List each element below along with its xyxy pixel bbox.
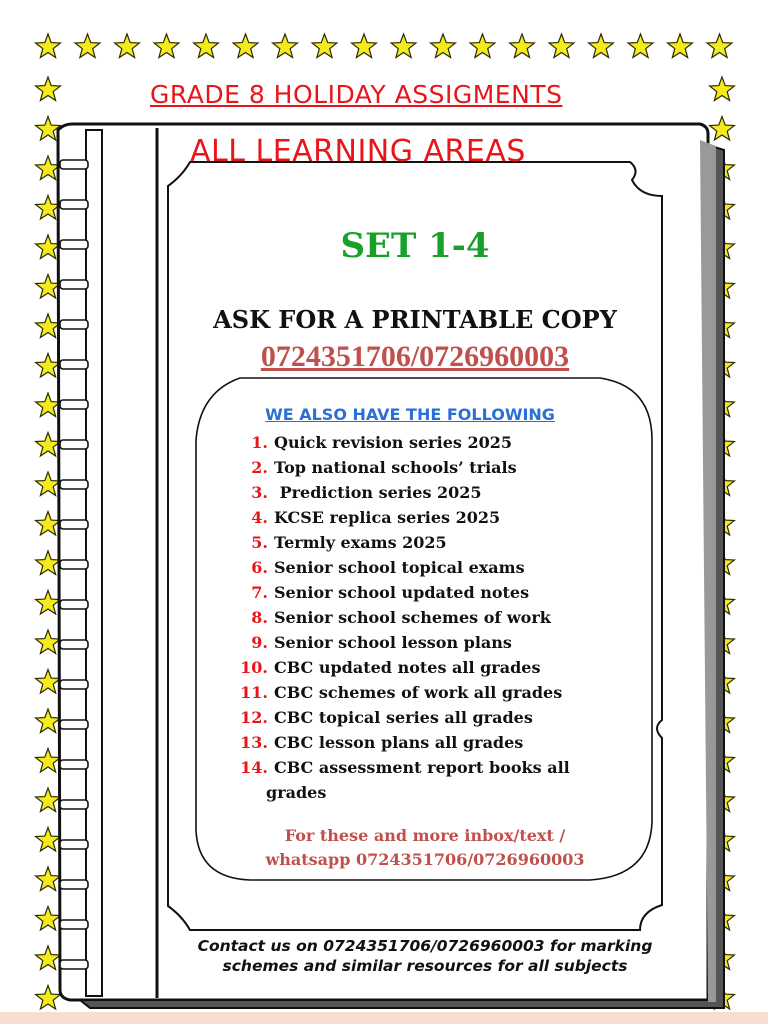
- inbox-note: [255, 824, 595, 872]
- page-subtitle: ALL LEARNING AREAS: [190, 134, 526, 169]
- spiral-ring: [60, 160, 88, 169]
- item-text: CBC lesson plans all grades: [274, 733, 524, 752]
- spiral-ring: [60, 440, 88, 449]
- list-item: [232, 680, 622, 705]
- item-number: 4.: [251, 508, 268, 527]
- spiral-ring: [60, 920, 88, 929]
- spiral-ring: [60, 600, 88, 609]
- list-item: [232, 480, 622, 505]
- spiral-ring: [60, 800, 88, 809]
- item-number: 6.: [251, 558, 268, 577]
- contact-line: Contact us on 0724351706/0726960003 for marking: [197, 937, 653, 955]
- spiral-ring: [60, 760, 88, 769]
- spiral-ring: [60, 360, 88, 369]
- list-item: [232, 630, 622, 655]
- whatsapp-line: whatsapp 0724351706/0726960003: [265, 850, 585, 869]
- printable-copy-text: ASK FOR A PRINTABLE COPY: [213, 305, 617, 334]
- item-text-line: CBC assessment report books all: [274, 758, 570, 777]
- item-number: 9.: [251, 633, 268, 652]
- list-item: [232, 430, 622, 455]
- set-label: SET 1-4: [340, 226, 490, 266]
- item-text: CBC topical series all grades: [274, 708, 533, 727]
- spiral-ring: [60, 960, 88, 969]
- list-item: [232, 580, 622, 605]
- item-text: CBC updated notes all grades: [274, 658, 541, 677]
- spiral-ring: [60, 520, 88, 529]
- item-number: 13.: [240, 733, 268, 752]
- item-number: 7.: [251, 583, 268, 602]
- spiral-ring: [60, 720, 88, 729]
- spiral-ring: [60, 240, 88, 249]
- item-number: 5.: [251, 533, 268, 552]
- spiral-ring: [60, 280, 88, 289]
- inbox-note-line: For these and more inbox/text /: [284, 826, 566, 845]
- item-text: Senior school schemes of work: [274, 608, 551, 627]
- item-text: Senior school topical exams: [274, 558, 525, 577]
- spiral-ring: [60, 560, 88, 569]
- list-item: [232, 705, 622, 730]
- item-text: Senior school updated notes: [274, 583, 530, 602]
- spiral-ring: [60, 680, 88, 689]
- list-item: [232, 605, 622, 630]
- item-text: Quick revision series 2025: [274, 433, 512, 452]
- offers-heading: WE ALSO HAVE THE FOLLOWING: [265, 405, 555, 424]
- list-item: [232, 530, 622, 555]
- list-item: [232, 655, 622, 680]
- spiral-ring: [60, 640, 88, 649]
- item-text: Senior school lesson plans: [274, 633, 512, 652]
- spiral-ring: [60, 480, 88, 489]
- phone-numbers: 0724351706/0726960003: [260, 340, 570, 373]
- item-number: 3.: [251, 483, 268, 502]
- item-text: KCSE replica series 2025: [274, 508, 501, 527]
- list-item: [232, 730, 622, 755]
- spiral-ring: [60, 400, 88, 409]
- item-text: Top national schools’ trials: [274, 458, 517, 477]
- spiral-ring: [60, 320, 88, 329]
- contact-line: schemes and similar resources for all subjects: [222, 957, 628, 975]
- list-item: [232, 755, 622, 805]
- offers-list: [232, 430, 622, 805]
- item-text: Termly exams 2025: [274, 533, 447, 552]
- list-item: [232, 505, 622, 530]
- item-text: CBC schemes of work all grades: [274, 683, 563, 702]
- page-title: GRADE 8 HOLIDAY ASSIGMENTS: [150, 80, 563, 109]
- list-item: [232, 555, 622, 580]
- item-number: 12.: [240, 708, 268, 727]
- item-number: 11.: [240, 683, 268, 702]
- contact-footer: [170, 936, 680, 976]
- spiral-ring: [60, 200, 88, 209]
- item-text-continuation: grades: [266, 783, 327, 802]
- item-text: Prediction series 2025: [274, 483, 482, 502]
- spiral-ring: [60, 840, 88, 849]
- item-number: 1.: [251, 433, 268, 452]
- spiral-ring: [60, 880, 88, 889]
- item-number: 10.: [240, 658, 268, 677]
- list-item: [232, 455, 622, 480]
- item-number: 14.: [240, 758, 268, 777]
- item-text: [266, 755, 622, 805]
- item-number: 2.: [251, 458, 268, 477]
- item-number: 8.: [251, 608, 268, 627]
